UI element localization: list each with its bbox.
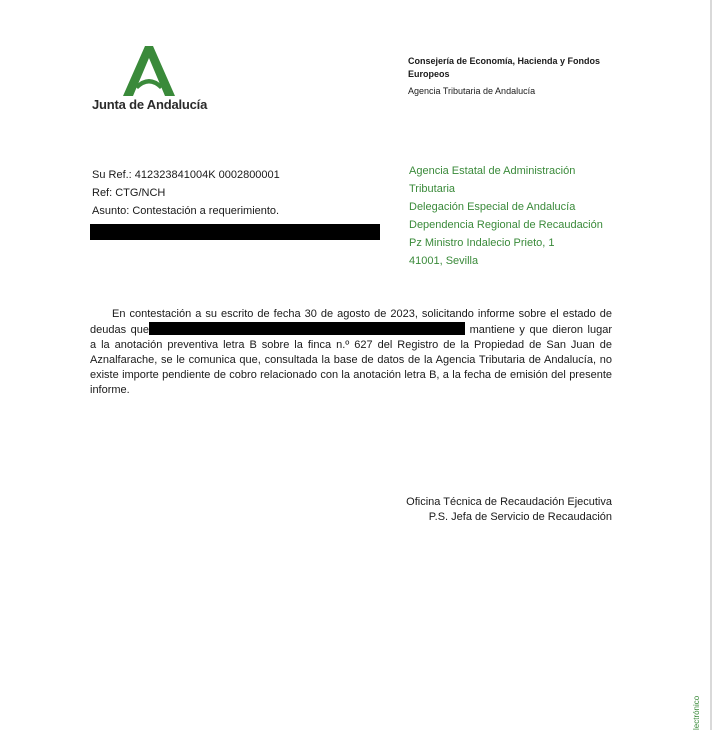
recipient-line: Dependencia Regional de Recaudación — [409, 219, 603, 231]
ref: Ref: CTG/NCH — [92, 187, 166, 199]
recipient-line: Agencia Estatal de Administración — [409, 165, 576, 177]
logo-text: Junta de Andalucía — [92, 97, 208, 112]
issuer-header — [408, 55, 618, 98]
signature-block — [406, 495, 612, 525]
department-name: Consejería de Economía, Hacienda y Fondos Europeos — [408, 56, 601, 79]
su-ref: Su Ref.: 412323841004K 0002800001 — [92, 169, 280, 181]
page-edge — [710, 0, 712, 730]
body-paragraph — [90, 307, 612, 398]
reference-block — [92, 166, 280, 220]
junta-a-icon — [123, 46, 175, 96]
signature-office: Oficina Técnica de Recaudación Ejecutiva — [406, 496, 612, 508]
asunto: Asunto: Contestación a requerimiento. — [92, 205, 280, 217]
signature-role: P.S. Jefa de Servicio de Recaudación — [428, 511, 612, 523]
body-part-2: mantiene y que dieron lugar a la anotación preventiva letra B sobre la finca n.º 627 del Registro de la Propiedad de San Juan de Aznalfarache, se le comunica que, consultada la base de datos de la Agencia Tributaria de Andalucía, no existe importe pendiente de cobro relacionado con la anotación letra B, a la fecha de emisión del presente informe. — [90, 324, 612, 396]
recipient-address — [409, 162, 603, 270]
redaction-bar — [90, 224, 380, 240]
recipient-line: 41001, Sevilla — [409, 255, 479, 267]
recipient-line: Tributaria — [409, 183, 456, 195]
body-part-1: En contestación a su escrito de fecha 30 de agosto de 2023, solicitando informe sobre el estado de deudas que — [90, 308, 612, 336]
recipient-line: Delegación Especial de Andalucía — [409, 201, 576, 213]
agency-name: Agencia Tributaria de Andalucía — [408, 86, 536, 96]
letter-body — [90, 307, 612, 398]
inline-redaction — [149, 322, 465, 335]
recipient-line: Pz Ministro Indalecio Prieto, 1 — [409, 237, 555, 249]
side-label: lectrónico — [692, 695, 701, 730]
junta-logo — [92, 46, 212, 116]
